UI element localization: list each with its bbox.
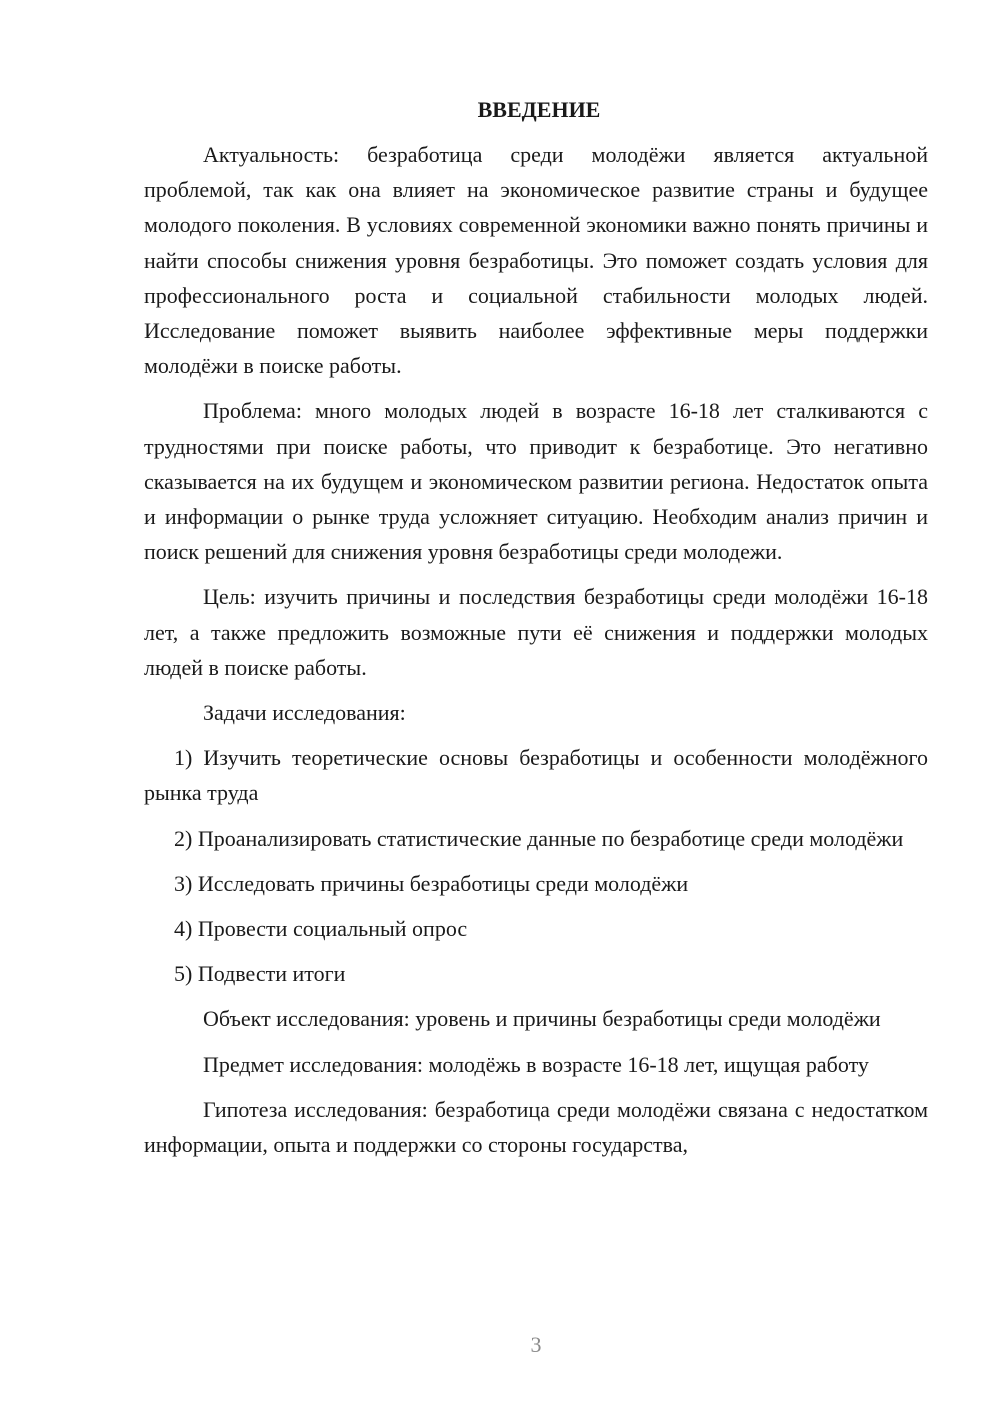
tasks-intro: Задачи исследования: (203, 700, 406, 726)
page-number: 3 (530, 1332, 542, 1357)
problem-paragraph: Проблема: много молодых людей в возрасте 16-18 лет сталкиваются с трудностями при поиске работы, что приводит к безработице. Это негативно сказывается на их будущем и экономическом развитии региона. Недостаток опыта и информации о рынке труда усложняет ситуацию. Необходим анализ причин и поиск решений для снижения уровня безработицы среди молодежи. (144, 398, 928, 565)
list-item: 5) Подвести итоги (174, 961, 346, 987)
hypothesis-paragraph: Гипотеза исследования: безработица среди молодёжи связана с недостатком информации, опыта и поддержки со стороны государства, (144, 1096, 928, 1158)
goal-paragraph: Цель: изучить причины и последствия безработицы среди молодёжи 16-18 лет, а также предложить возможные пути её снижения и поддержки молодых людей в поиске работы. (144, 584, 928, 680)
subject-paragraph: Предмет исследования: молодёжь в возрасте 16-18 лет, ищущая работу (203, 1051, 869, 1077)
relevance-paragraph: Актуальность: безработица среди молодёжи является актуальной проблемой, так как она влияет на экономическое развитие страны и будущее молодого поколения. В условиях современной экономики важно понять причины и найти способы снижения уровня безработицы. Это поможет создать условия для профессионального роста и социальной стабильности молодых людей. Исследование поможет выявить наиболее эффективные меры поддержки молодёжи в поиске работы. (144, 142, 928, 379)
list-item: 1) Изучить теоретические основы безработицы и особенности молодёжного рынка труда (144, 745, 928, 806)
list-item: 3) Исследовать причины безработицы среди молодёжи (174, 870, 689, 896)
list-item: 4) Провести социальный опрос (174, 916, 468, 942)
tasks-list (144, 740, 928, 991)
document-page (144, 92, 928, 1172)
page-title: ВВЕДЕНИЕ (477, 97, 601, 122)
object-paragraph: Объект исследования: уровень и причины безработицы среди молодёжи (203, 1006, 881, 1032)
list-item: 2) Проанализировать статистические данные по безработице среди молодёжи (174, 825, 904, 851)
